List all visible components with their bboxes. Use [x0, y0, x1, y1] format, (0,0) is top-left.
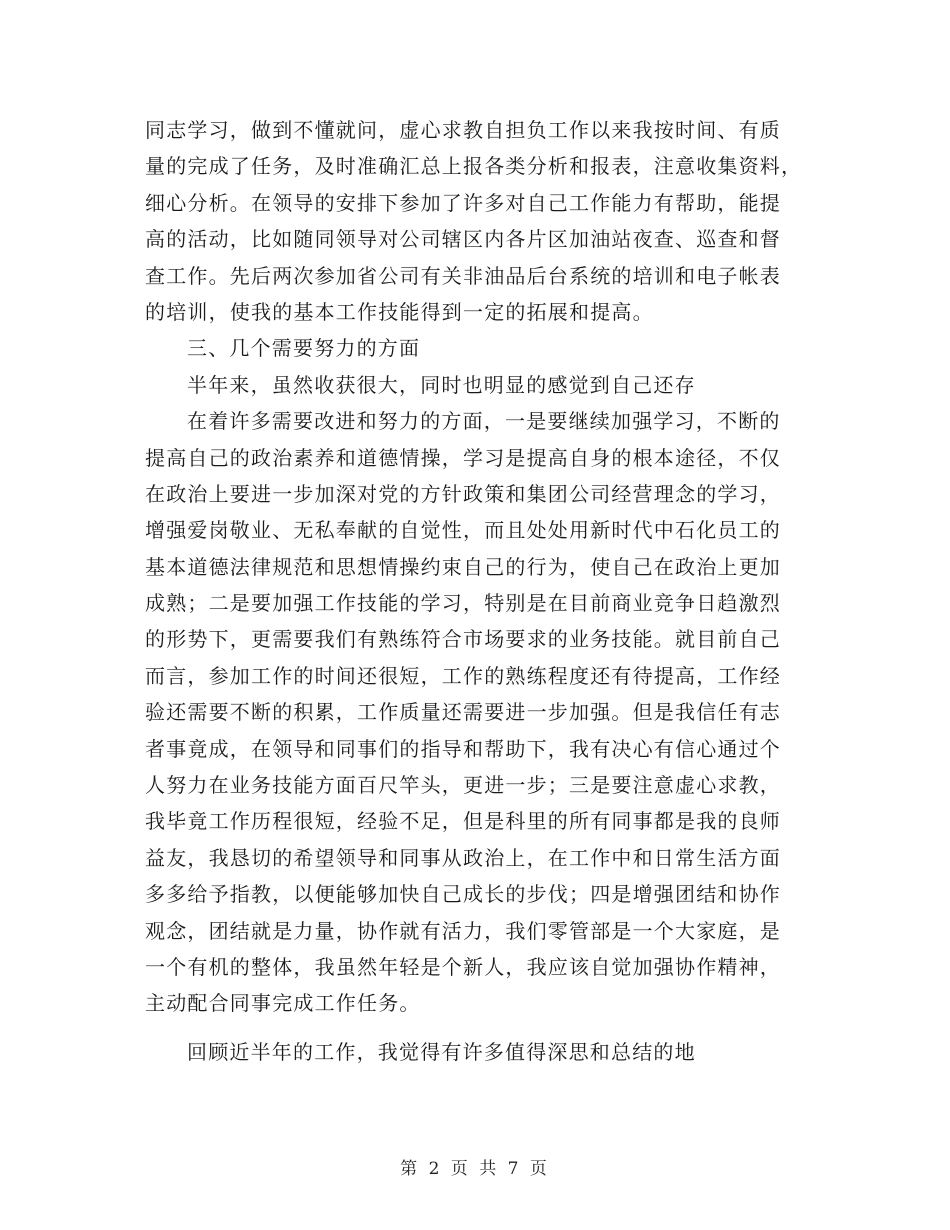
text-line: 益友，我恳切的希望领导和同事从政治上，在工作中和日常生活方面 [145, 845, 781, 870]
body-text [145, 112, 815, 1070]
text-line: 在政治上要进一步加深对党的方针政策和集团公司经营理念的学习， [145, 481, 781, 506]
text-line: 提高自己的政治素养和道德情操，学习是提高自身的根本途径，不仅 [145, 445, 781, 470]
section-heading: 三、几个需要努力的方面 [187, 336, 421, 361]
text-line: 验还需要不断的积累，工作质量还需要进一步加强。但是我信任有志 [145, 700, 781, 725]
text-line: 的培训，使我的基本工作技能得到一定的拓展和提高。 [145, 299, 654, 324]
text-line: 一个有机的整体，我虽然年轻是个新人，我应该自觉加强协作精神， [145, 954, 781, 979]
text-line: 主动配合同事完成工作任务。 [145, 991, 421, 1016]
text-line: 回顾近半年的工作，我觉得有许多值得深思和总结的地 [187, 1039, 696, 1064]
text-line: 半年来，虽然收获很大，同时也明显的感觉到自己还存 [187, 372, 696, 397]
text-line: 者事竟成，在领导和同事们的指导和帮助下，我有决心有信心通过个 [145, 736, 781, 761]
text-line: 我毕竟工作历程很短，经验不足，但是科里的所有同事都是我的良师 [145, 809, 781, 834]
page-number: 第 2 页 共 7 页 [400, 1159, 550, 1179]
text-line: 细心分析。在领导的安排下参加了许多对自己工作能力有帮助，能提 [145, 190, 781, 215]
text-line: 的形势下，更需要我们有熟练符合市场要求的业务技能。就目前自己 [145, 627, 781, 652]
text-line: 基本道德法律规范和思想情操约束自己的行为，使自己在政治上更加 [145, 554, 781, 579]
text-line: 在着许多需要改进和努力的方面，一是要继续加强学习，不断的 [187, 409, 781, 434]
text-line: 量的完成了任务，及时准确汇总上报各类分析和报表，注意收集资料， [145, 154, 803, 179]
text-line: 成熟；二是要加强工作技能的学习，特别是在目前商业竞争日趋激烈 [145, 591, 781, 616]
text-line: 观念，团结就是力量，协作就有活力，我们零管部是一个大家庭，是 [145, 918, 781, 943]
text-line: 人努力在业务技能方面百尺竿头，更进一步；三是要注意虚心求教， [145, 773, 781, 798]
text-line: 增强爱岗敬业、无私奉献的自觉性，而且处处用新时代中石化员工的 [145, 518, 781, 543]
text-line: 高的活动，比如随同领导对公司辖区内各片区加油站夜查、巡查和督 [145, 227, 781, 252]
text-line: 多多给予指教，以便能够加快自己成长的步伐；四是增强团结和协作 [145, 882, 781, 907]
text-line: 查工作。先后两次参加省公司有关非油品后台系统的培训和电子帐表 [145, 263, 781, 288]
text-line: 而言，参加工作的时间还很短，工作的熟练程度还有待提高，工作经 [145, 663, 781, 688]
text-line: 同志学习，做到不懂就问，虚心求教自担负工作以来我按时间、有质 [145, 118, 781, 142]
